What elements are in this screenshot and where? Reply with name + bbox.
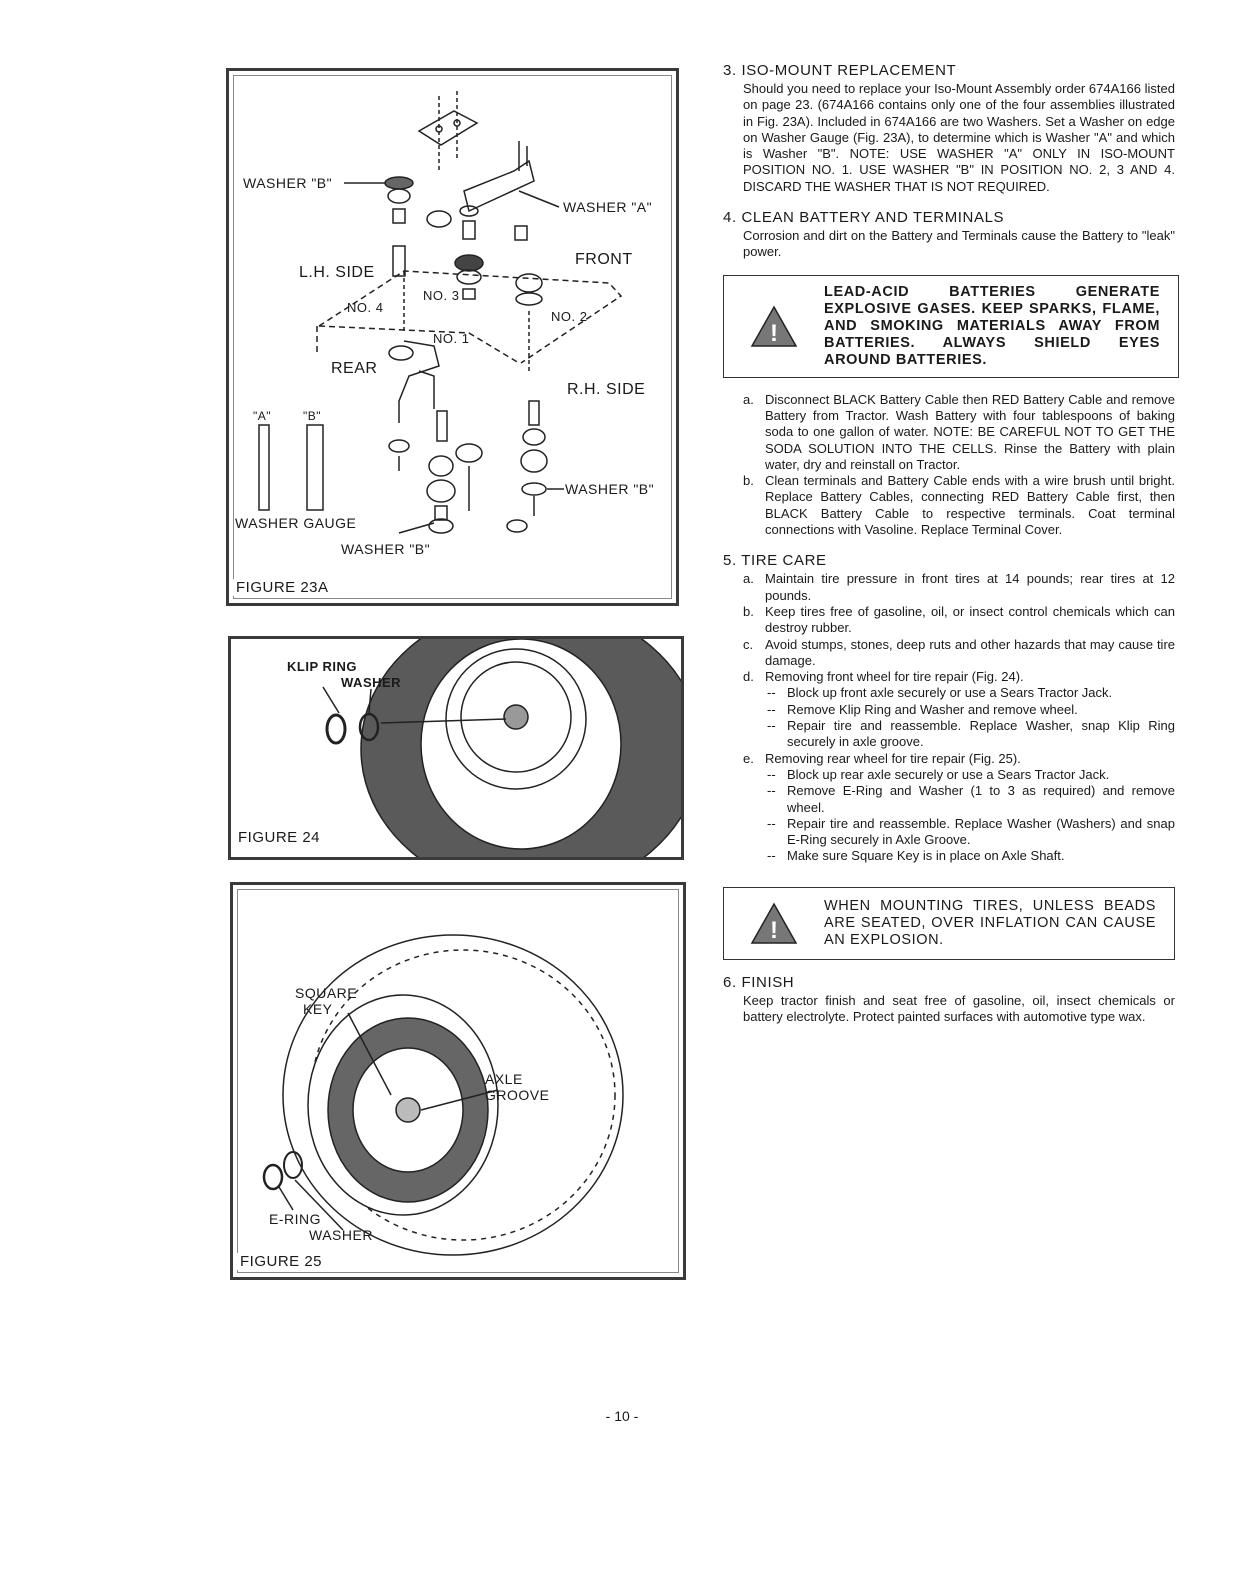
section-tire-care — [723, 552, 1175, 959]
label-gauge-b: "B" — [303, 409, 322, 423]
section-iso-mount — [723, 62, 1175, 195]
label-rear: REAR — [331, 360, 378, 377]
battery-warning-text: LEAD-ACID BATTERIES GENERATE EXPLOSIVE GASES. KEEP SPARKS, FLAME, AND SMOKING MATERIALS AWAY FROM BATTERIES. ALWAYS SHIELD EYES AROUND BATTERIES. — [824, 283, 1160, 368]
label-no2: NO. 2 — [551, 309, 588, 324]
section-title-battery: 4. CLEAN BATTERY AND TERMINALS — [723, 209, 1005, 227]
figure-25 — [230, 882, 686, 1280]
label-square: SQUARE — [295, 985, 358, 1001]
sub-list-item: -- Block up front axle securely or use a Sears Tractor Jack. — [767, 685, 1113, 701]
label-groove: GROOVE — [485, 1087, 550, 1103]
label-axle: AXLE — [485, 1071, 523, 1087]
sub-list-item: -- Repair tire and reassemble. Replace Washer (Washers) and snap E-Ring securely in Axle Groove. — [767, 815, 1175, 848]
front-wheel-substeps — [765, 685, 1175, 750]
label-no3: NO. 3 — [423, 288, 460, 303]
label-no4: NO. 4 — [347, 300, 384, 315]
label-lh-side: L.H. SIDE — [299, 264, 375, 281]
sub-list-item: -- Remove E-Ring and Washer (1 to 3 as required) and remove wheel. — [767, 783, 1175, 815]
sub-list-item: -- Block up rear axle securely or use a Sears Tractor Jack. — [767, 766, 1110, 782]
sub-list-item: -- Remove Klip Ring and Washer and remove wheel. — [767, 701, 1078, 717]
label-washer-b-right: WASHER "B" — [565, 481, 655, 497]
warning-triangle-icon — [724, 901, 824, 945]
svg-text:!: ! — [770, 320, 778, 348]
battery-warning-box — [723, 275, 1179, 378]
instructions-column — [723, 62, 1175, 1025]
warning-triangle-icon — [724, 304, 824, 348]
section-finish — [723, 974, 1175, 1026]
sub-list-item: -- Make sure Square Key is in place on Axle Shaft. — [767, 848, 1065, 864]
label-washer-a: WASHER "A" — [563, 199, 653, 215]
section-title-finish: 6. FINISH — [723, 973, 795, 991]
section-battery — [723, 209, 1175, 538]
tire-warning-box — [723, 887, 1175, 960]
battery-steps — [743, 392, 1175, 539]
section-title-iso-mount: 3. ISO-MOUNT REPLACEMENT — [723, 62, 957, 79]
battery-body: Corrosion and dirt on the Battery and Terminals cause the Battery to "leak" power. — [743, 228, 1175, 260]
label-washer-gauge: WASHER GAUGE — [235, 515, 357, 531]
figure-23a — [226, 68, 679, 606]
iso-mount-body: Should you need to replace your Iso-Mount Assembly order 674A166 listed on page 23. (674A166 contains only one of the four assemblies illustrated in Fig. 23A). Included in 674A166 are two Washers. Set a Washer on edge on Washer Gauge (Fig. 23A), to determine which is Washer "A" and which is Washer "B". NOTE: USE WASHER "A" ONLY IN ISO-MOUNT POSITION NO. 1. USE WASHER "B" IN POSITION NO. 2, 3 AND 4. DISCARD THE WASHER THAT IS NOT REQUIRED. — [743, 81, 1175, 194]
tire-warning-text: WHEN MOUNTING TIRES, UNLESS BEADS ARE SEATED, OVER INFLATION CAN CAUSE AN EXPLOSION. — [824, 897, 1156, 948]
label-washer-fig25: WASHER — [309, 1227, 373, 1243]
rear-wheel-substeps — [765, 767, 1175, 865]
figure-25-caption: FIGURE 25 — [237, 1253, 325, 1270]
list-item: a. Disconnect BLACK Battery Cable then RED Battery Cable and remove Battery from Tractor. Wash Battery with four tablespoons of baking soda to one gallon of water. NOTE: BE CAREFUL NOT TO GET THE SODA SOLUTION INTO THE CELLS. Rinse the Battery with plain water, dry and reinstall on Tractor. — [743, 391, 1175, 472]
label-klip-ring: KLIP RING — [287, 659, 357, 674]
list-item: b. Keep tires free of gasoline, oil, or insect control chemicals which can destroy rubber. — [743, 603, 1175, 636]
figure-24 — [228, 636, 684, 860]
list-item: b. Clean terminals and Battery Cable ends with a wire brush until bright. Replace Battery Cables, connecting RED Battery Cable first, then BLACK Battery Cable to respective terminals. Coat terminal connections with Vasoline. Replace Terminal Cover. — [743, 473, 1175, 538]
tire-steps — [743, 571, 1175, 864]
list-item: e. Removing rear wheel for tire repair (Fig. 25). -- Block up rear axle securely or use a Sears Tractor Jack. -- Remove E-Ring and Washer (1 to 3 as required) and remove wheel. -- Repair tire and reassemble. Replace Washer (Washers) and snap E-Ring securely in Axle Groove. -- Make sure Square Key is in place on Axle Shaft. — [743, 750, 1175, 864]
list-item: c. Avoid stumps, stones, deep ruts and other hazards that may cause tire damage. — [743, 636, 1175, 668]
label-washer-fig24: WASHER — [341, 675, 402, 690]
list-item: a. Maintain tire pressure in front tires at 14 pounds; rear tires at 12 pounds. — [743, 571, 1175, 603]
label-key: KEY — [303, 1001, 333, 1017]
list-item: d. Removing front wheel for tire repair (Fig. 24). -- Block up front axle securely or use a Sears Tractor Jack. -- Remove Klip Ring and Washer and remove wheel. -- Repair tire and reassemble. Replace Washer, snap Klip Ring securely in axle groove. — [743, 669, 1175, 750]
label-washer-b-top: WASHER "B" — [243, 175, 333, 191]
sub-list-item: -- Repair tire and reassemble. Replace Washer, snap Klip Ring securely in axle groove. — [767, 718, 1175, 750]
section-title-tire-care: 5. TIRE CARE — [723, 552, 827, 570]
label-front: FRONT — [575, 251, 633, 268]
figure-24-caption: FIGURE 24 — [235, 829, 323, 846]
page-number: - 10 - — [605, 1408, 639, 1424]
svg-text:!: ! — [770, 917, 778, 945]
label-e-ring: E-RING — [269, 1211, 321, 1227]
label-gauge-a: "A" — [253, 409, 272, 423]
finish-body: Keep tractor finish and seat free of gasoline, oil, insect chemicals or battery electrolyte. Protect painted surfaces with automotive type wax. — [743, 992, 1175, 1024]
label-washer-b-bottom: WASHER "B" — [341, 541, 431, 557]
figure-23a-caption: FIGURE 23A — [233, 579, 332, 596]
label-no1: NO. 1 — [433, 331, 470, 346]
label-rh-side: R.H. SIDE — [567, 381, 646, 398]
